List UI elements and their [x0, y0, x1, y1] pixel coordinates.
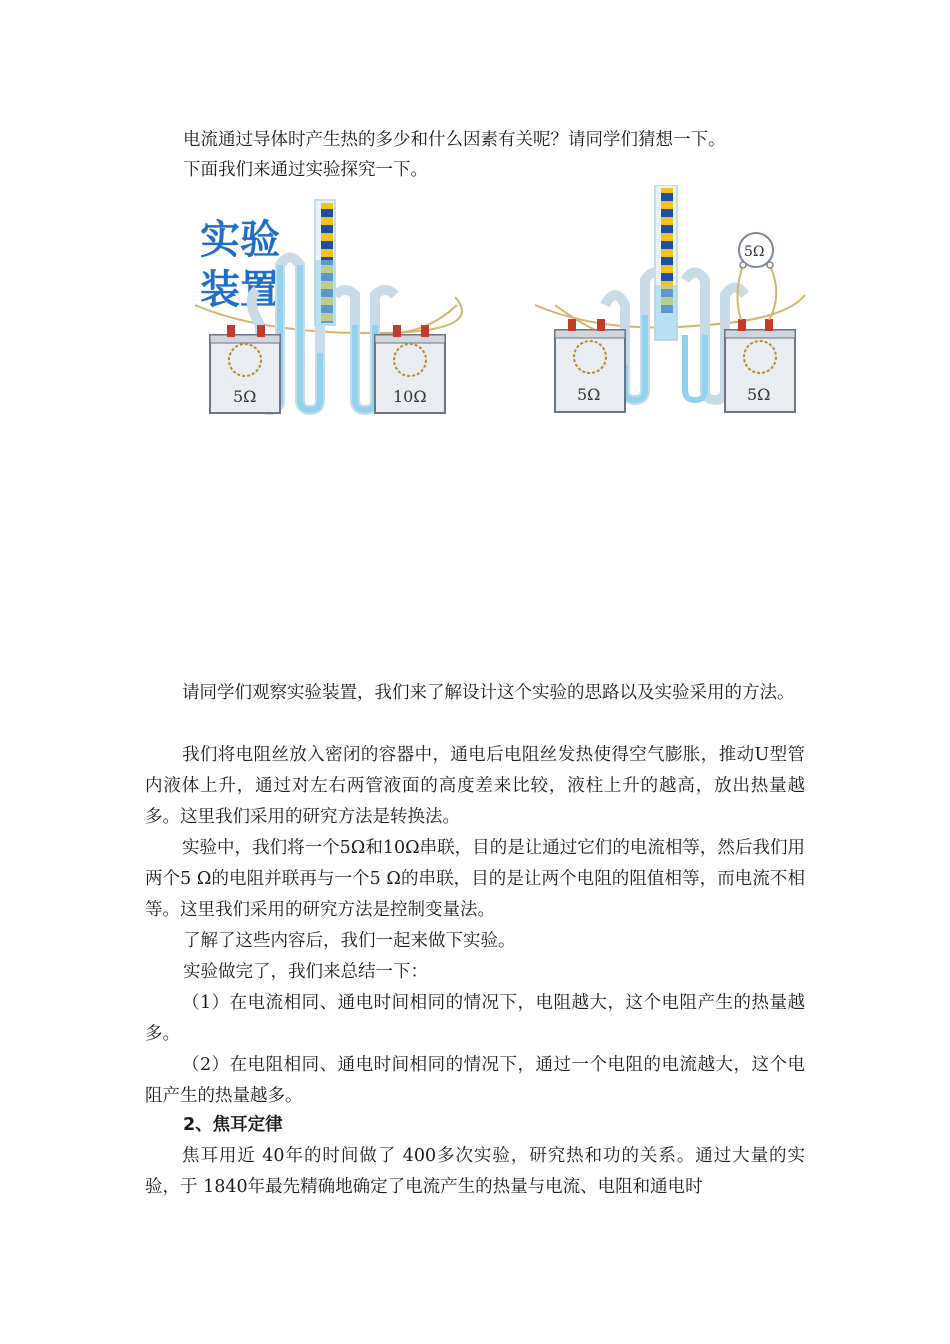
paragraph-do-experiment: 了解了这些内容后，我们一起来做下实验。 [183, 931, 516, 951]
left-box-2-label: 10Ω [393, 387, 427, 406]
right-apparatus [535, 185, 805, 412]
paragraph-summary-intro: 实验做完了，我们来总结一下： [183, 962, 428, 982]
paragraph-joule-history: 焦耳用近 40年的时间做了 400多次实验，研究热和功的关系。通过大量的实验，于 1840年最先精确地确定了电流产生的热量与电流、电阻和通电时 [145, 1146, 805, 1197]
right-extra-resistor-label: 5Ω [744, 244, 765, 260]
right-box-2-label: 5Ω [747, 385, 771, 404]
paragraph-conclusion-1: （1）在电流相同、通电时间相同的情况下，电阻越大，这个电阻产生的热量越多。 [145, 993, 805, 1044]
paragraph-conversion-method: 我们将电阻丝放入密闭的容器中，通电后电阻丝发热使得空气膨胀，推动U型管内液体上升，通过对左右两管液面的高度差来比较，液柱上升的越高，放出热量越多。这里我们采用的研究方法是转换法。 [145, 745, 805, 827]
section-heading-joule-law: 2、焦耳定律 [183, 1115, 283, 1135]
figure-label-line1: 实验 [200, 217, 280, 263]
experiment-figure [185, 185, 815, 425]
right-box-1-label: 5Ω [577, 385, 601, 404]
figure-label-line2: 装置 [200, 267, 280, 313]
left-box-1-label: 5Ω [233, 387, 257, 406]
paragraph-conclusion-2: （2）在电阻相同、通电时间相同的情况下，通过一个电阻的电流越大，这个电阻产生的热量越多。 [145, 1055, 805, 1106]
paragraph-control-variables: 实验中，我们将一个5Ω和10Ω串联，目的是让通过它们的电流相等，然后我们用两个5 Ω的电阻并联再与一个5 Ω的串联，目的是让两个电阻的阻值相等，而电流不相等。这里我们采用的研究方法是控制变量法。 [145, 838, 805, 920]
intro-line-2: 下面我们来通过实验探究一下。 [183, 160, 428, 180]
intro-line-1: 电流通过导体时产生热的多少和什么因素有关呢？请同学们猜想一下。 [183, 130, 726, 150]
paragraph-observe: 请同学们观察实验装置，我们来了解设计这个实验的思路以及实验采用的方法。 [182, 683, 795, 703]
